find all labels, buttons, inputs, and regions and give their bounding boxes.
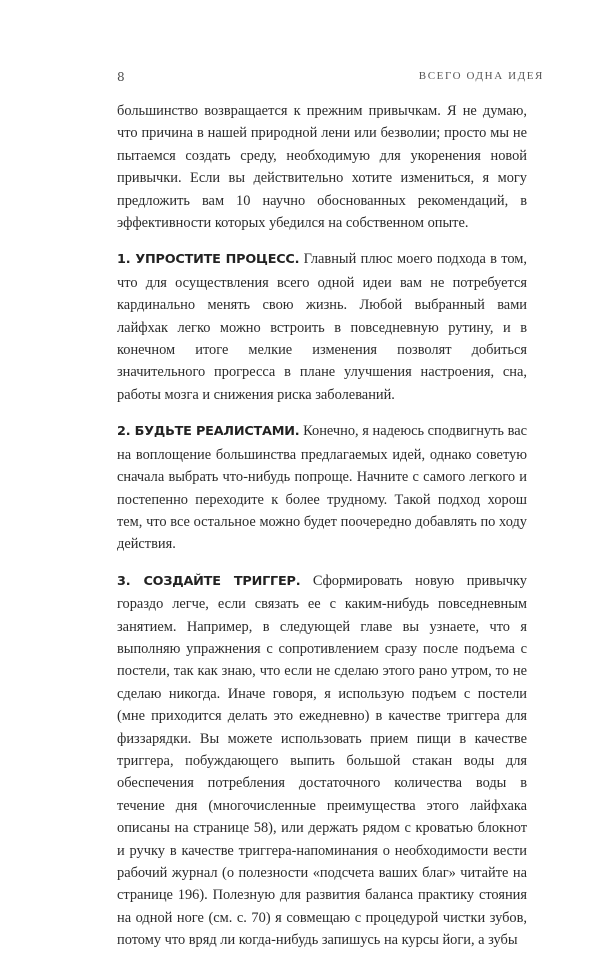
running-header xyxy=(117,70,544,88)
paragraph-text: большинство возвращается к прежним привычкам. Я не думаю, что причина в нашей природной лени или безволии; просто мы не пытаемся создать среду, необходимую для укоренения новой привычки. Если вы действительно хотите измениться, я могу предложить вам 10 научно обоснованных рекомендаций, в эффективности которых убедился на собственном опыте. xyxy=(117,103,527,232)
paragraph-text: Главный плюс моего подхода в том, что для осуществления всего одной идеи вам не потребуется кардинально менять свою жизнь. Любой выбранный вами лайфхак легко можно встроить в повседневную рутину, и в конечном итоге мелкие изменения позволят добиться значительного прогресса в плане улучшения настроения, сна, работы мозга и снижения риска заболеваний. xyxy=(117,251,527,403)
paragraph-tip-1 xyxy=(117,248,527,406)
body-text xyxy=(117,100,527,966)
paragraph-tip-2 xyxy=(117,420,527,555)
paragraph-text: Конечно, я надеюсь сподвигнуть вас на воплощение большинства предлагаемых идей, однако советую сначала выбрать что-нибудь попроще. Начните с самого легкого и постепенно переходите к более трудному. Такой подход хорош тем, что все остальное можно будет поочередно добавлять по ходу действия. xyxy=(117,423,527,553)
page-number: 8 xyxy=(117,70,125,84)
tip-heading: 1. УПРОСТИТЕ ПРОЦЕСС. xyxy=(117,252,300,268)
tip-heading: 2. БУДЬТЕ РЕАЛИСТАМИ. xyxy=(117,424,300,440)
tip-heading: 3. СОЗДАЙТЕ ТРИГГЕР. xyxy=(117,573,301,589)
book-title: ВСЕГО ОДНА ИДЕЯ xyxy=(418,70,544,82)
paragraph-tip-3 xyxy=(117,570,527,952)
paragraph-text: Сформировать новую привычку гораздо легче, если связать ее с каким-нибудь повседневным занятием. Например, в следующей главе вы узнаете, что я выполняю упражнения с сопротивлением сразу после подъема с постели, так как знаю, что если не сделаю этого рано утром, то не сделаю никогда. Иначе говоря, я использую подъем с постели (мне приходится делать это ежедневно) в качестве триггера для физзарядки. Вы можете использовать прием пищи в качестве триггера, побуждающего выпить большой стакан воды для обеспечения потребления достаточного количества воды в течение дня (многочисленные преимущества этого лайфхака описаны на странице 58), или держать рядом с кроватью блокнот и ручку в качестве триггера-напоминания о необходимости вести рабочий журнал (о полезности «подсчета ваших благ» читайте на странице 196). Полезную для развития баланса практику стояния на одной ноге (см. с. 70) я совмещаю с процедурой чистки зубов, потому что вряд ли когда-нибудь запишусь на курсы йоги, а зубы xyxy=(117,572,527,949)
paragraph-intro xyxy=(117,100,527,234)
